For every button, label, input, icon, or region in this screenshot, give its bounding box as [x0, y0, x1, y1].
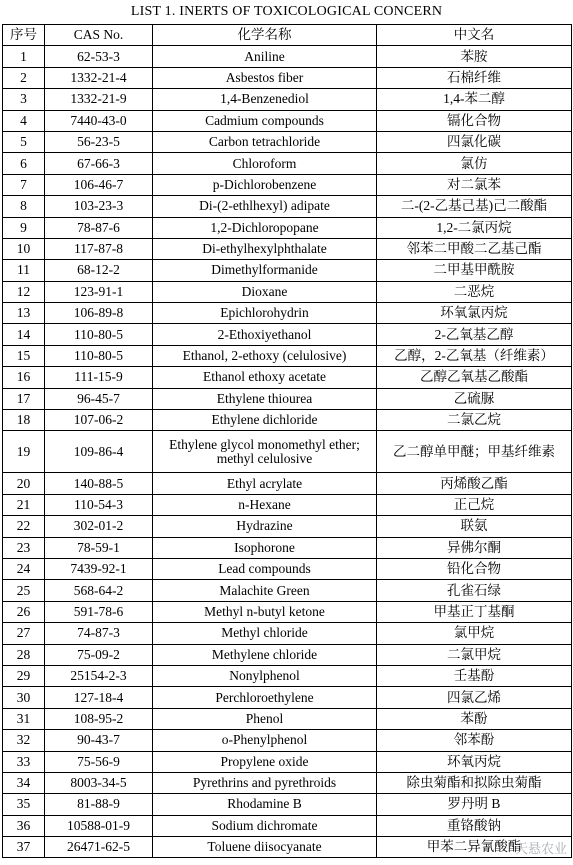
table-row [3, 367, 572, 388]
row-serial-number: 21 [3, 494, 45, 515]
row-cas-number: 78-59-1 [45, 537, 153, 558]
table-row [3, 174, 572, 195]
row-serial-number: 20 [3, 473, 45, 494]
row-cas-number: 75-09-2 [45, 644, 153, 665]
table-row [3, 794, 572, 815]
row-chinese-name: 异佛尔酮 [377, 537, 572, 558]
row-chinese-name: 罗丹明 B [377, 794, 572, 815]
table-row [3, 601, 572, 622]
table-row [3, 837, 572, 858]
row-chinese-name: 环氧丙烷 [377, 751, 572, 772]
row-chemical-name: Methylene chloride [153, 644, 377, 665]
row-serial-number: 14 [3, 324, 45, 345]
row-chinese-name: 孔雀石绿 [377, 580, 572, 601]
row-chemical-name: Sodium dichromate [153, 815, 377, 836]
header-chemical-name: 化学名称 [153, 25, 377, 46]
row-cas-number: 103-23-3 [45, 196, 153, 217]
row-chemical-name: p-Dichlorobenzene [153, 174, 377, 195]
row-chinese-name: 乙二醇单甲醚；甲基纤维素 [377, 431, 572, 473]
row-serial-number: 31 [3, 708, 45, 729]
row-chemical-name: o-Phenylphenol [153, 730, 377, 751]
row-cas-number: 1332-21-4 [45, 67, 153, 88]
row-cas-number: 81-88-9 [45, 794, 153, 815]
table-row [3, 623, 572, 644]
row-chemical-name: 1,4-Benzenediol [153, 89, 377, 110]
row-chinese-name: 环氧氯丙烷 [377, 303, 572, 324]
table-row [3, 281, 572, 302]
row-cas-number: 10588-01-9 [45, 815, 153, 836]
row-cas-number: 111-15-9 [45, 367, 153, 388]
watermark-logo: 天悬农业 [514, 842, 567, 857]
row-serial-number: 19 [3, 431, 45, 473]
row-cas-number: 107-06-2 [45, 410, 153, 431]
row-serial-number: 26 [3, 601, 45, 622]
row-serial-number: 4 [3, 110, 45, 131]
row-chinese-name: 二恶烷 [377, 281, 572, 302]
row-chinese-name: 氯仿 [377, 153, 572, 174]
row-cas-number: 62-53-3 [45, 46, 153, 67]
row-cas-number: 127-18-4 [45, 687, 153, 708]
row-cas-number: 117-87-8 [45, 238, 153, 259]
row-serial-number: 13 [3, 303, 45, 324]
row-cas-number: 7439-92-1 [45, 558, 153, 579]
row-chemical-name: Chloroform [153, 153, 377, 174]
row-cas-number: 1332-21-9 [45, 89, 153, 110]
table-row [3, 217, 572, 238]
row-chemical-name: Perchloroethylene [153, 687, 377, 708]
row-cas-number: 90-43-7 [45, 730, 153, 751]
row-chemical-name: Malachite Green [153, 580, 377, 601]
row-chinese-name: 苯酚 [377, 708, 572, 729]
row-chemical-name: Dimethylformanide [153, 260, 377, 281]
table-row [3, 644, 572, 665]
table-row [3, 431, 572, 473]
row-chemical-name: Nonylphenol [153, 665, 377, 686]
row-chinese-name: 铅化合物 [377, 558, 572, 579]
row-chinese-name: 乙醇，2-乙氧基（纤维素） [377, 345, 572, 366]
row-serial-number: 22 [3, 516, 45, 537]
row-chinese-name: 1,4-苯二醇 [377, 89, 572, 110]
row-serial-number: 8 [3, 196, 45, 217]
row-serial-number: 5 [3, 131, 45, 152]
row-chemical-name: Ethanol, 2-ethoxy (celulosive) [153, 345, 377, 366]
row-chemical-name: Ethylene thiourea [153, 388, 377, 409]
header-serial-number: 序号 [3, 25, 45, 46]
row-chemical-name: Carbon tetrachloride [153, 131, 377, 152]
row-chemical-name: Di-ethylhexylphthalate [153, 238, 377, 259]
row-cas-number: 96-45-7 [45, 388, 153, 409]
row-chinese-name: 邻苯二甲酸二乙基己酯 [377, 238, 572, 259]
row-chinese-name: 二-(2-乙基己基)己二酸酯 [377, 196, 572, 217]
table-row [3, 410, 572, 431]
row-chemical-name: Toluene diisocyanate [153, 837, 377, 858]
table-row [3, 238, 572, 259]
row-serial-number: 9 [3, 217, 45, 238]
row-serial-number: 15 [3, 345, 45, 366]
table-row [3, 730, 572, 751]
row-cas-number: 26471-62-5 [45, 837, 153, 858]
row-serial-number: 33 [3, 751, 45, 772]
row-chinese-name: 2-乙氧基乙醇 [377, 324, 572, 345]
row-chinese-name: 壬基酚 [377, 665, 572, 686]
row-cas-number: 68-12-2 [45, 260, 153, 281]
table-row [3, 708, 572, 729]
row-serial-number: 2 [3, 67, 45, 88]
row-serial-number: 11 [3, 260, 45, 281]
table-row [3, 516, 572, 537]
row-chinese-name: 甲苯二异氰酸酯 [377, 837, 572, 858]
row-chinese-name: 甲基正丁基酮 [377, 601, 572, 622]
row-chinese-name: 二甲基甲酰胺 [377, 260, 572, 281]
row-chinese-name: 二氯乙烷 [377, 410, 572, 431]
row-cas-number: 302-01-2 [45, 516, 153, 537]
table-row [3, 665, 572, 686]
table-row [3, 772, 572, 793]
row-chemical-name: Lead compounds [153, 558, 377, 579]
table-row [3, 494, 572, 515]
row-serial-number: 23 [3, 537, 45, 558]
row-serial-number: 6 [3, 153, 45, 174]
row-chinese-name: 重铬酸钠 [377, 815, 572, 836]
table-row [3, 303, 572, 324]
row-chemical-name: Ethylene glycol monomethyl ether; methyl celulosive [153, 431, 377, 473]
row-chinese-name: 镉化合物 [377, 110, 572, 131]
row-chemical-name: Epichlorohydrin [153, 303, 377, 324]
row-chemical-name: 1,2-Dichloropopane [153, 217, 377, 238]
header-cas-number: CAS No. [45, 25, 153, 46]
row-serial-number: 1 [3, 46, 45, 67]
table-row [3, 324, 572, 345]
row-cas-number: 109-86-4 [45, 431, 153, 473]
row-cas-number: 25154-2-3 [45, 665, 153, 686]
row-cas-number: 123-91-1 [45, 281, 153, 302]
row-serial-number: 12 [3, 281, 45, 302]
row-serial-number: 32 [3, 730, 45, 751]
table-row [3, 110, 572, 131]
row-chemical-name: Pyrethrins and pyrethroids [153, 772, 377, 793]
row-chinese-name: 乙醇乙氧基乙酸酯 [377, 367, 572, 388]
row-chinese-name: 对二氯苯 [377, 174, 572, 195]
row-chemical-name: Aniline [153, 46, 377, 67]
row-cas-number: 8003-34-5 [45, 772, 153, 793]
row-serial-number: 16 [3, 367, 45, 388]
header-chinese-name: 中文名 [377, 25, 572, 46]
table-row [3, 345, 572, 366]
row-chinese-name: 丙烯酸乙酯 [377, 473, 572, 494]
row-cas-number: 568-64-2 [45, 580, 153, 601]
row-chinese-name: 正己烷 [377, 494, 572, 515]
row-chemical-name: Ethyl acrylate [153, 473, 377, 494]
row-serial-number: 35 [3, 794, 45, 815]
row-serial-number: 27 [3, 623, 45, 644]
row-chemical-name: Di-(2-ethlhexyl) adipate [153, 196, 377, 217]
row-serial-number: 28 [3, 644, 45, 665]
row-chemical-name: Ethanol ethoxy acetate [153, 367, 377, 388]
row-chemical-name: Phenol [153, 708, 377, 729]
row-chinese-name: 四氯化碳 [377, 131, 572, 152]
table-row [3, 473, 572, 494]
row-cas-number: 67-66-3 [45, 153, 153, 174]
row-chemical-name: Dioxane [153, 281, 377, 302]
row-cas-number: 110-54-3 [45, 494, 153, 515]
row-chemical-name: Ethylene dichloride [153, 410, 377, 431]
table-row [3, 131, 572, 152]
table-row [3, 537, 572, 558]
table-row [3, 687, 572, 708]
inerts-table [2, 24, 572, 858]
row-serial-number: 30 [3, 687, 45, 708]
list-title: LIST 1. INERTS OF TOXICOLOGICAL CONCERN [130, 4, 443, 19]
row-serial-number: 10 [3, 238, 45, 259]
row-serial-number: 3 [3, 89, 45, 110]
row-chemical-name: Isophorone [153, 537, 377, 558]
row-cas-number: 591-78-6 [45, 601, 153, 622]
row-serial-number: 34 [3, 772, 45, 793]
row-chinese-name: 乙硫脲 [377, 388, 572, 409]
row-chemical-name: Methyl n-butyl ketone [153, 601, 377, 622]
row-cas-number: 78-87-6 [45, 217, 153, 238]
table-row [3, 815, 572, 836]
row-chinese-name: 氯甲烷 [377, 623, 572, 644]
row-chinese-name: 石棉纤维 [377, 67, 572, 88]
table-row [3, 558, 572, 579]
row-chemical-name: Cadmium compounds [153, 110, 377, 131]
table-row [3, 388, 572, 409]
row-serial-number: 18 [3, 410, 45, 431]
table-row [3, 46, 572, 67]
row-chinese-name: 二氯甲烷 [377, 644, 572, 665]
row-chinese-name: 四氯乙烯 [377, 687, 572, 708]
row-chemical-name: n-Hexane [153, 494, 377, 515]
row-chemical-name: Propylene oxide [153, 751, 377, 772]
row-chemical-name: Asbestos fiber [153, 67, 377, 88]
table-row [3, 67, 572, 88]
row-cas-number: 7440-43-0 [45, 110, 153, 131]
row-chinese-name: 1,2-二氯丙烷 [377, 217, 572, 238]
table-row [3, 89, 572, 110]
row-chemical-name: Rhodamine B [153, 794, 377, 815]
row-cas-number: 108-95-2 [45, 708, 153, 729]
row-serial-number: 37 [3, 837, 45, 858]
header-row [3, 25, 572, 46]
row-chinese-name: 联氨 [377, 516, 572, 537]
row-serial-number: 7 [3, 174, 45, 195]
row-chemical-name: Methyl chloride [153, 623, 377, 644]
row-serial-number: 36 [3, 815, 45, 836]
table-row [3, 580, 572, 601]
row-cas-number: 106-89-8 [45, 303, 153, 324]
table-row [3, 196, 572, 217]
row-cas-number: 74-87-3 [45, 623, 153, 644]
row-cas-number: 106-46-7 [45, 174, 153, 195]
table-row [3, 260, 572, 281]
row-cas-number: 110-80-5 [45, 324, 153, 345]
row-cas-number: 75-56-9 [45, 751, 153, 772]
row-chinese-name: 苯胺 [377, 46, 572, 67]
row-chinese-name: 邻苯酚 [377, 730, 572, 751]
row-serial-number: 25 [3, 580, 45, 601]
row-cas-number: 56-23-5 [45, 131, 153, 152]
row-chemical-name: 2-Ethoxiyethanol [153, 324, 377, 345]
row-chemical-name: Hydrazine [153, 516, 377, 537]
row-cas-number: 110-80-5 [45, 345, 153, 366]
row-serial-number: 17 [3, 388, 45, 409]
row-serial-number: 29 [3, 665, 45, 686]
table-row [3, 153, 572, 174]
table-row [3, 751, 572, 772]
row-cas-number: 140-88-5 [45, 473, 153, 494]
row-serial-number: 24 [3, 558, 45, 579]
row-chinese-name: 除虫菊酯和拟除虫菊酯 [377, 772, 572, 793]
